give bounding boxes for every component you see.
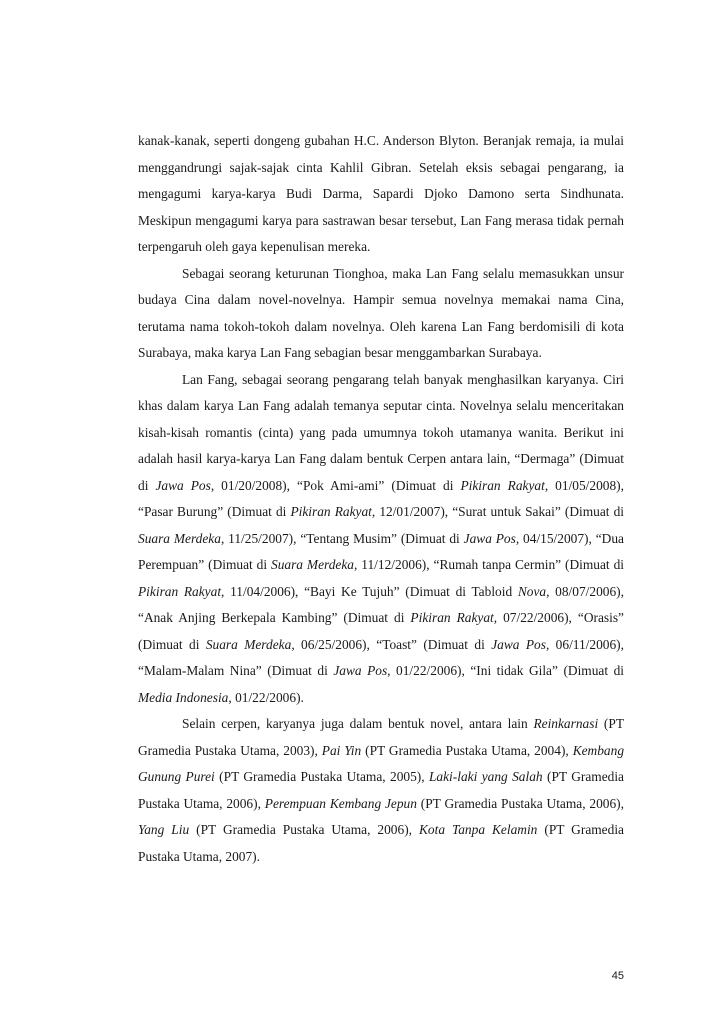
text-run: (PT Gramedia Pustaka Utama, 2003), [138,716,625,758]
italic-title: Kota Tanpa Kelamin [418,822,538,837]
italic-title: Nova [517,583,547,599]
text-run: , 11/25/2007), “Tentang Musim” (Dimuat di [220,530,464,546]
text-run: , 11/12/2006), “Rumah tanpa Cermin” (Dimuat di [354,557,624,572]
text-run: , 08/07/2006), “Anak Anjing Berkepala Kambing” (Dimuat di [138,583,624,625]
text-run: (PT Gramedia Pustaka Utama, 2006), [138,769,624,811]
italic-title: Pai Yin [321,742,362,758]
paragraph [138,261,624,367]
italic-title: Pikiran Rakyat [410,610,494,625]
text-run: , 01/22/2006). [228,689,304,705]
text-run: (PT Gramedia Pustaka Utama, 2007). [138,822,624,864]
text-run: , 12/01/2007), “Surat untuk Sakai” (Dimuat di [371,504,625,519]
text-run: (PT Gramedia Pustaka Utama, 2006), [416,795,624,811]
italic-title: Suara Merdeka [271,557,355,572]
italic-title: Jawa Pos [463,530,516,546]
text-run: , 11/04/2006), “Bayi Ke Tujuh” (Dimuat di Tabloid [221,583,518,599]
text-run: kanak-kanak, seperti dongeng gubahan H.C. Anderson Blyton. Beranjak remaja, ia mulai menggandrungi sajak-sajak cinta Kahlil Gibran. Setelah eksis sebagai pengarang, ia mengagumi karya-karya Budi Darma, Sapardi Djoko Damono serta Sindhunata. Meskipun mengagumi karya para sastrawan besar tersebut, Lan Fang merasa tidak pernah terpengaruh oleh gaya kepenulisan mereka. [138,133,624,254]
paragraph [138,711,624,870]
italic-title: Suara Merdeka [205,636,292,652]
italic-title: Media Indonesia [138,689,229,705]
italic-title: Jawa Pos [333,663,388,678]
italic-title: Jawa Pos [491,636,546,652]
italic-title: Perempuan Kembang Jepun [264,795,417,811]
text-run: (PT Gramedia Pustaka Utama, 2006), [189,822,419,837]
italic-title: Kembang Gunung Purei [138,742,625,784]
text-run: , 06/11/2006), “Malam-Malam Nina” (Dimuat di [138,636,624,678]
italic-title: Laki-laki yang Salah [428,769,543,784]
paragraph [138,367,624,712]
italic-title: Pikiran Rakyat [460,477,545,493]
italic-title: Pikiran Rakyat [290,504,372,519]
italic-title: Suara Merdeka [138,530,221,546]
text-run: Lan Fang, sebagai seorang pengarang telah banyak menghasilkan karyanya. Ciri khas dalam karya Lan Fang adalah temanya seputar cinta. Novelnya selalu menceritakan kisah-kisah romantis (cinta) yang pada umumnya tokoh utamanya wanita. Berikut ini adalah hasil karya-karya Lan Fang dalam bentuk Cerpen antara lain, “Dermaga” (Dimuat di [138,371,624,493]
text-run: , 01/05/2008), “Pasar Burung” (Dimuat di [138,477,624,519]
text-run: Sebagai seorang keturunan Tionghoa, maka Lan Fang selalu memasukkan unsur budaya Cina dalam novel-novelnya. Hampir semua novelnya memakai nama Cina, terutama nama tokoh-tokoh dalam novelnya. Oleh karena Lan Fang berdomisili di kota Surabaya, maka karya Lan Fang sebagian besar menggambarkan Surabaya. [138,265,624,360]
body-text [138,128,624,870]
text-run: , 07/22/2006), “Orasis” (Dimuat di [138,610,624,652]
italic-title: Jawa Pos [155,477,211,493]
text-run: Selain cerpen, karyanya juga dalam bentuk novel, antara lain [182,716,534,731]
text-run: , 04/15/2007), “Dua Perempuan” (Dimuat di [138,530,624,572]
page-number: 45 [611,970,624,982]
italic-title: Pikiran Rakyat [138,583,222,599]
text-run: , 06/25/2006), “Toast” (Dimuat di [291,636,492,652]
text-run: , 01/22/2006), “Ini tidak Gila” (Dimuat di [387,663,625,678]
text-run: (PT Gramedia Pustaka Utama, 2004), [361,742,573,758]
text-run: (PT Gramedia Pustaka Utama, 2005), [214,769,429,784]
italic-title: Reinkarnasi [533,716,599,731]
paragraph [138,128,624,261]
italic-title: Yang Liu [138,822,190,837]
text-run: , 01/20/2008), “Pok Ami-ami” (Dimuat di [210,477,461,493]
